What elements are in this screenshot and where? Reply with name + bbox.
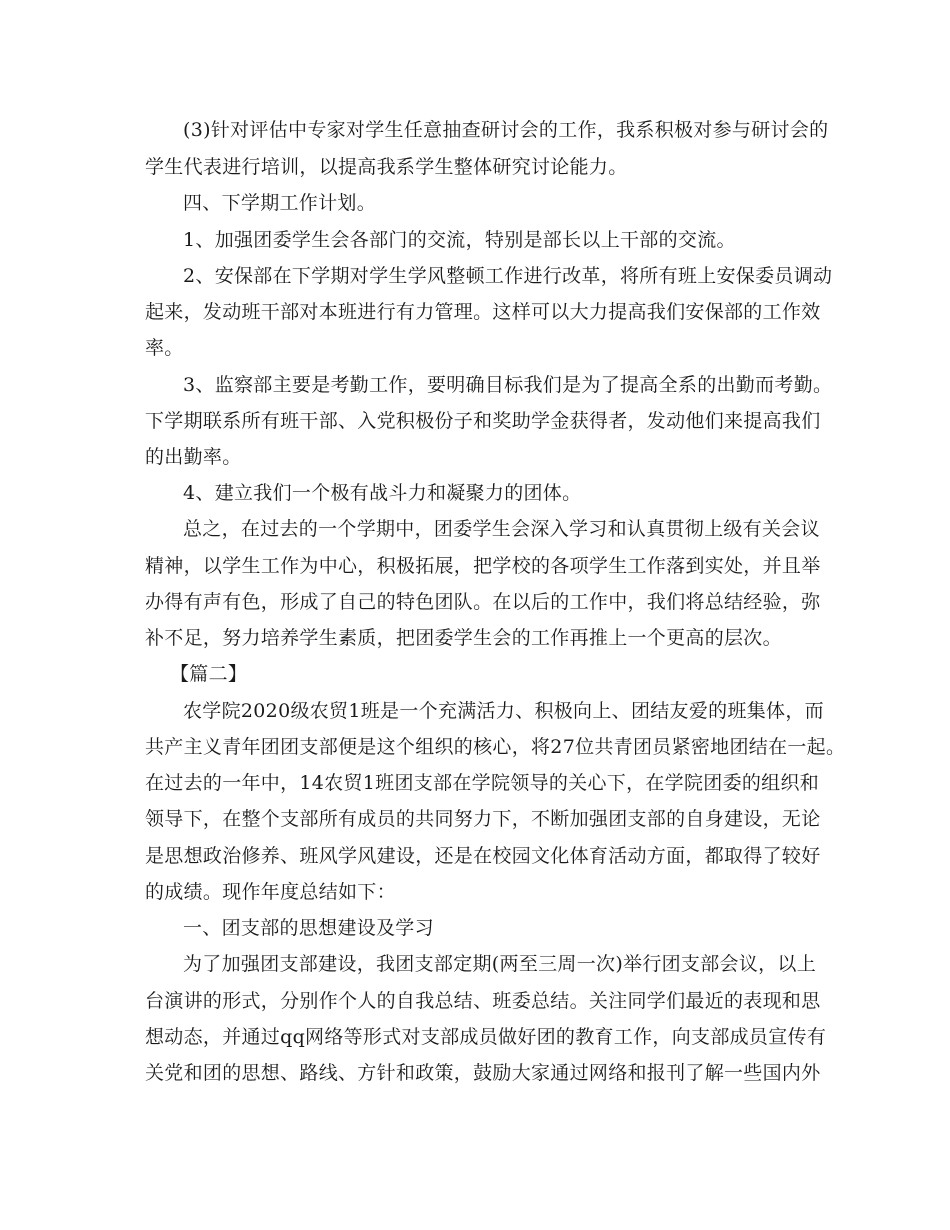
text-line: 共产主义青年团团支部便是这个组织的核心，将27位共青团员紧密地团结在一起。 xyxy=(145,736,846,758)
section-heading: 四、下学期工作计划。 xyxy=(183,192,377,214)
text-line: 4、建立我们一个极有战斗力和凝聚力的团体。 xyxy=(183,482,582,504)
text-line: 起来，发动班干部对本班进行有力管理。这样可以大力提高我们安保部的工作效 xyxy=(145,301,821,323)
text-line: 的出勤率。 xyxy=(145,446,242,468)
text-line: 总之，在过去的一个学期中，团委学生会深入学习和认真贯彻上级有关会议 xyxy=(183,518,820,540)
text-line: 关党和团的思想、路线、方针和政策，鼓励大家通过网络和报刊了解一些国内外 xyxy=(145,1062,821,1084)
text-line: 精神，以学生工作为中心，积极拓展，把学校的各项学生工作落到实处，并且举 xyxy=(145,555,821,577)
text-line: 台演讲的形式，分别作个人的自我总结、班委总结。关注同学们最近的表现和思 xyxy=(145,990,821,1012)
text-line: 2、安保部在下学期对学生学风整顿工作进行改革，将所有班上安保委员调动 xyxy=(183,265,833,287)
text-line: 办得有声有色，形成了自己的特色团队。在以后的工作中，我们将总结经验，弥 xyxy=(145,591,821,613)
text-line: 1、加强团委学生会各部门的交流，特别是部长以上干部的交流。 xyxy=(183,229,736,251)
text-line: 领导下，在整个支部所有成员的共同努力下，不断加强团支部的自身建设，无论 xyxy=(145,808,821,830)
section-heading: 一、团支部的思想建设及学习 xyxy=(183,917,434,939)
text-line: 的成绩。现作年度总结如下： xyxy=(145,881,396,903)
text-line: (3)针对评估中专家对学生任意抽查研讨会的工作，我系积极对参与研讨会的 xyxy=(183,119,829,141)
text-line: 学生代表进行培训，以提高我系学生整体研究讨论能力。 xyxy=(145,156,628,178)
text-line: 农学院2020级农贸1班是一个充满活力、积极向上、团结友爱的班集体，而 xyxy=(183,700,824,722)
text-line: 在过去的一年中，14农贸1班团支部在学院领导的关心下，在学院团委的组织和 xyxy=(145,772,820,794)
text-line: 补不足，努力培养学生素质，把团委学生会的工作再推上一个更高的层次。 xyxy=(145,627,782,649)
text-line: 下学期联系所有班干部、入党积极份子和奖助学金获得者，发动他们来提高我们 xyxy=(145,410,821,432)
text-line: 是思想政治修养、班风学风建设，还是在校园文化体育活动方面，都取得了较好 xyxy=(145,845,821,867)
text-line: 想动态，并通过qq网络等形式对支部成员做好团的教育工作，向支部成员宣传有 xyxy=(145,1026,827,1048)
text-line: 率。 xyxy=(145,337,184,359)
section-heading: 【篇二】 xyxy=(170,663,248,685)
text-line: 为了加强团支部建设，我团支部定期(两至三周一次)举行团支部会议，以上 xyxy=(183,953,817,975)
text-line: 3、监察部主要是考勤工作，要明确目标我们是为了提高全系的出勤而考勤。 xyxy=(183,374,833,396)
